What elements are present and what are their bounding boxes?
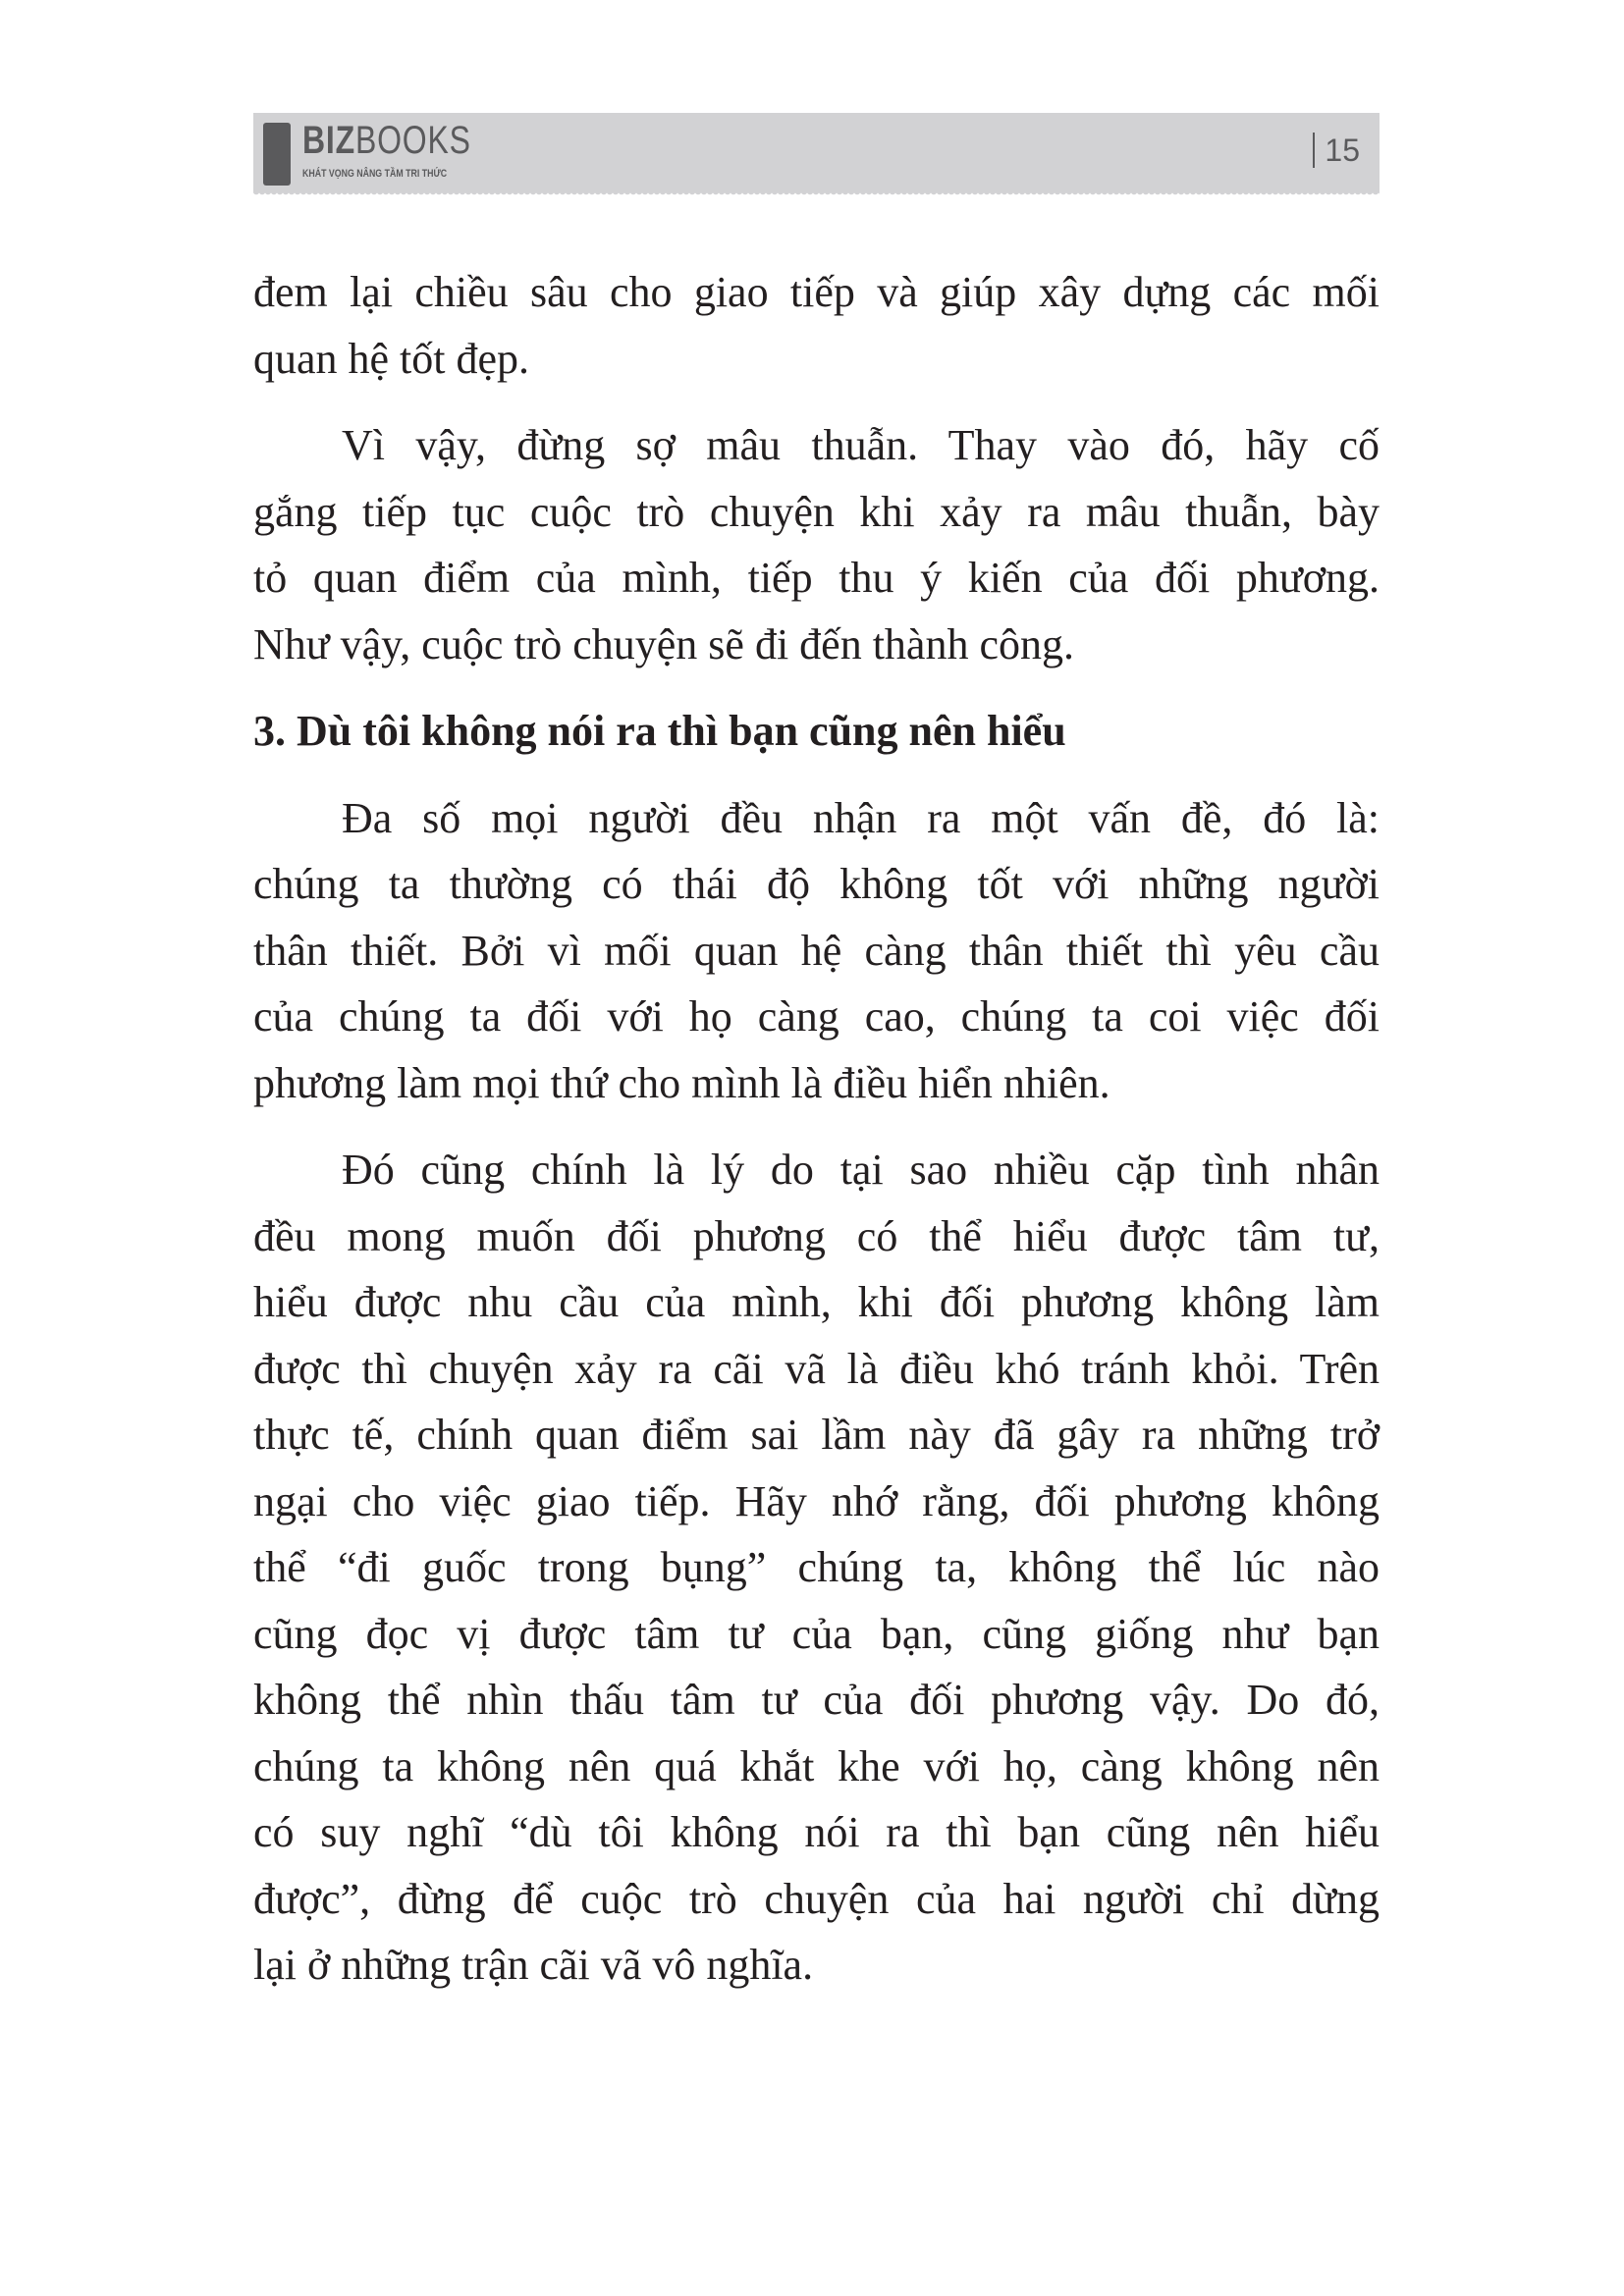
text-line: quan hệ tốt đẹp. [253, 334, 530, 383]
text-line: Vì vậy, đừng sợ mâu thuẫn. Thay vào đó, hãy cố [342, 421, 1380, 469]
text-line: của chúng ta đối với họ càng cao, chúng ta coi việc đối [253, 992, 1380, 1041]
paragraph [253, 1137, 1380, 1999]
text-line: Như vậy, cuộc trò chuyện sẽ đi đến thành công. [253, 619, 1074, 668]
text-line: chúng ta thường có thái độ không tốt với những người [253, 860, 1380, 908]
text-line: phương làm mọi thứ cho mình là điều hiển nhiên. [253, 1058, 1110, 1107]
text-line: cũng đọc vị được tâm tư của bạn, cũng giống như bạn [253, 1609, 1380, 1658]
brand-tagline: KHÁT VỌNG NÂNG TẦM TRI THỨC [302, 168, 448, 180]
text-line: đem lại chiều sâu cho giao tiếp và giúp xây dựng các mối [253, 268, 1380, 316]
brand-bold: BIZ [302, 119, 355, 162]
text-line: lại ở những trận cãi vã vô nghĩa. [253, 1941, 814, 1989]
brand-name [302, 119, 471, 163]
bizbooks-logo-icon [263, 123, 291, 186]
paragraph [253, 785, 1380, 1117]
text-line: được thì chuyện xảy ra cãi vã là điều khó tránh khỏi. Trên [253, 1344, 1380, 1393]
text-line: chúng ta không nên quá khắt khe với họ, càng không nên [253, 1741, 1380, 1790]
page-content [253, 259, 1380, 2019]
section-heading: 3. Dù tôi không nói ra thì bạn cũng nên hiểu [253, 707, 1066, 755]
page-number: 15 [1313, 133, 1360, 168]
paragraph [253, 259, 1380, 392]
text-line: tỏ quan điểm của mình, tiếp thu ý kiến của đối phương. [253, 554, 1380, 602]
paragraph [253, 412, 1380, 677]
text-line: Đa số mọi người đều nhận ra một vấn đề, đó là: [342, 793, 1380, 842]
text-line: thực tế, chính quan điểm sai lầm này đã gây ra những trở [253, 1411, 1380, 1459]
text-line: Đó cũng chính là lý do tại sao nhiều cặp tình nhân [342, 1146, 1380, 1194]
text-line: có suy nghĩ “dù tôi không nói ra thì bạn cũng nên hiểu [253, 1808, 1380, 1856]
text-line: hiểu được nhu cầu của mình, khi đối phương không làm [253, 1278, 1380, 1326]
text-line: gắng tiếp tục cuộc trò chuyện khi xảy ra mâu thuẫn, bày [253, 487, 1380, 536]
text-line: không thể nhìn thấu tâm tư của đối phương vậy. Do đó, [253, 1676, 1380, 1724]
page-header [253, 113, 1380, 191]
text-line: thể “đi guốc trong bụng” chúng ta, không thể lúc nào [253, 1543, 1380, 1591]
text-line: được”, đừng để cuộc trò chuyện của hai người chỉ dừng [253, 1874, 1380, 1923]
text-line: thân thiết. Bởi vì mối quan hệ càng thân thiết thì yêu cầu [253, 926, 1380, 975]
brand-light: BOOKS [354, 119, 471, 162]
text-line: ngại cho việc giao tiếp. Hãy nhớ rằng, đối phương không [253, 1476, 1380, 1525]
text-line: đều mong muốn đối phương có thể hiểu được tâm tư, [253, 1211, 1380, 1260]
